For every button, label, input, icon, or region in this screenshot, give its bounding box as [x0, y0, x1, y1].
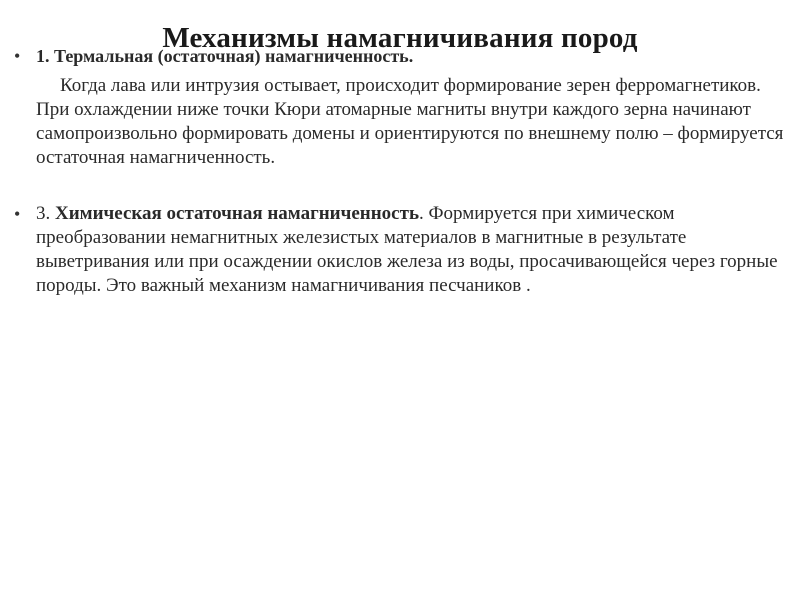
item2-paragraph — [36, 202, 792, 298]
item2-heading: Химическая остаточная намагниченность — [55, 203, 419, 224]
item1-body: Когда лава или интрузия остывает, происходит формирование зерен ферромагнетиков. При охлаждении ниже точки Кюри атомарные магниты внутри каждого зерна начинают самопроизвольно формировать домены и ориентируются по внешнему полю – формируется остаточная намагниченность. — [36, 75, 784, 168]
item2-number: 3. — [36, 203, 55, 224]
item1-heading: 1. Термальная (остаточная) намагниченность. — [36, 46, 414, 66]
bullet-icon: • — [14, 204, 21, 224]
item2-body: Формируется при химическом преобразовании немагнитных железистых материалов в магнитные в результате выветривания или при осаждении окислов железа из воды, просачивающейся через горные породы. Это важный механизм намагничивания песчаников . — [36, 203, 778, 296]
item2-heading-end: . — [419, 203, 424, 224]
slide-title: Механизмы намагничивания пород — [162, 22, 638, 54]
bullet-icon: • — [14, 46, 21, 66]
